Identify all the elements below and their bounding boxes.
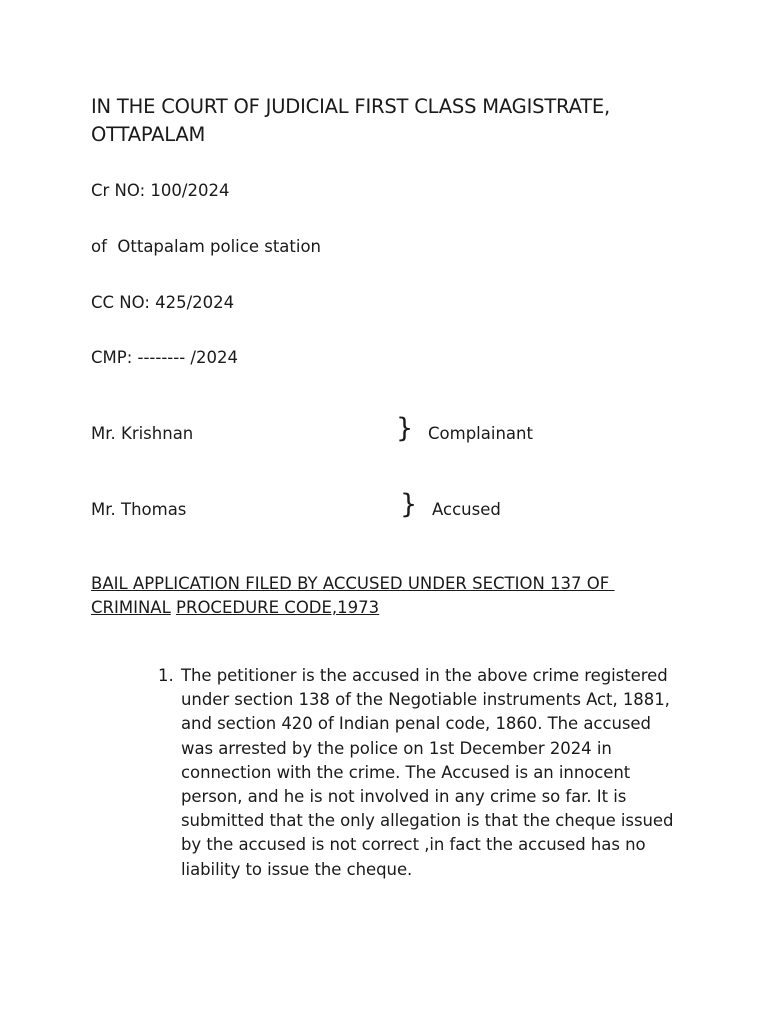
list-item-text: The petitioner is the accused in the above crime registered under section 138 of the Negotiable instruments Act, 1881, and section 420 of Indian penal code, 1860. The accused was arrested by the police on 1st December 2024 in connection with the crime. The Accused is an innocent person, and he is not involved in any crime so far. It is submitted that the only allegation is that the cheque issued by the accused is not correct ,in fact the accused has no liability to issue the cheque.	[181, 666, 674, 879]
list-item-number: 1.	[158, 666, 174, 685]
court-title: IN THE COURT OF JUDICIAL FIRST CLASS MAGISTRATE, OTTAPALAM	[91, 95, 611, 146]
cc-number: CC NO: 425/2024	[91, 293, 235, 312]
list-item	[158, 664, 688, 882]
application-heading	[91, 572, 681, 620]
party-brace: }	[396, 413, 414, 444]
accused-role: Accused	[432, 500, 501, 519]
cmp-number: CMP: -------- /2024	[91, 348, 238, 367]
cr-number: Cr NO: 100/2024	[91, 181, 230, 200]
complainant-role: Complainant	[428, 424, 533, 443]
complainant-name: Mr. Krishnan	[91, 424, 194, 443]
police-station: of Ottapalam police station	[91, 237, 322, 256]
accused-name: Mr. Thomas	[91, 500, 187, 519]
party-brace: }	[400, 489, 418, 520]
heading-line-2b: PROCEDURE CODE,1973	[176, 598, 380, 617]
heading-line-1: BAIL APPLICATION FILED BY ACCUSED UNDER SECTION 137 OF	[91, 574, 615, 593]
heading-line-2a: CRIMINAL	[91, 598, 171, 617]
